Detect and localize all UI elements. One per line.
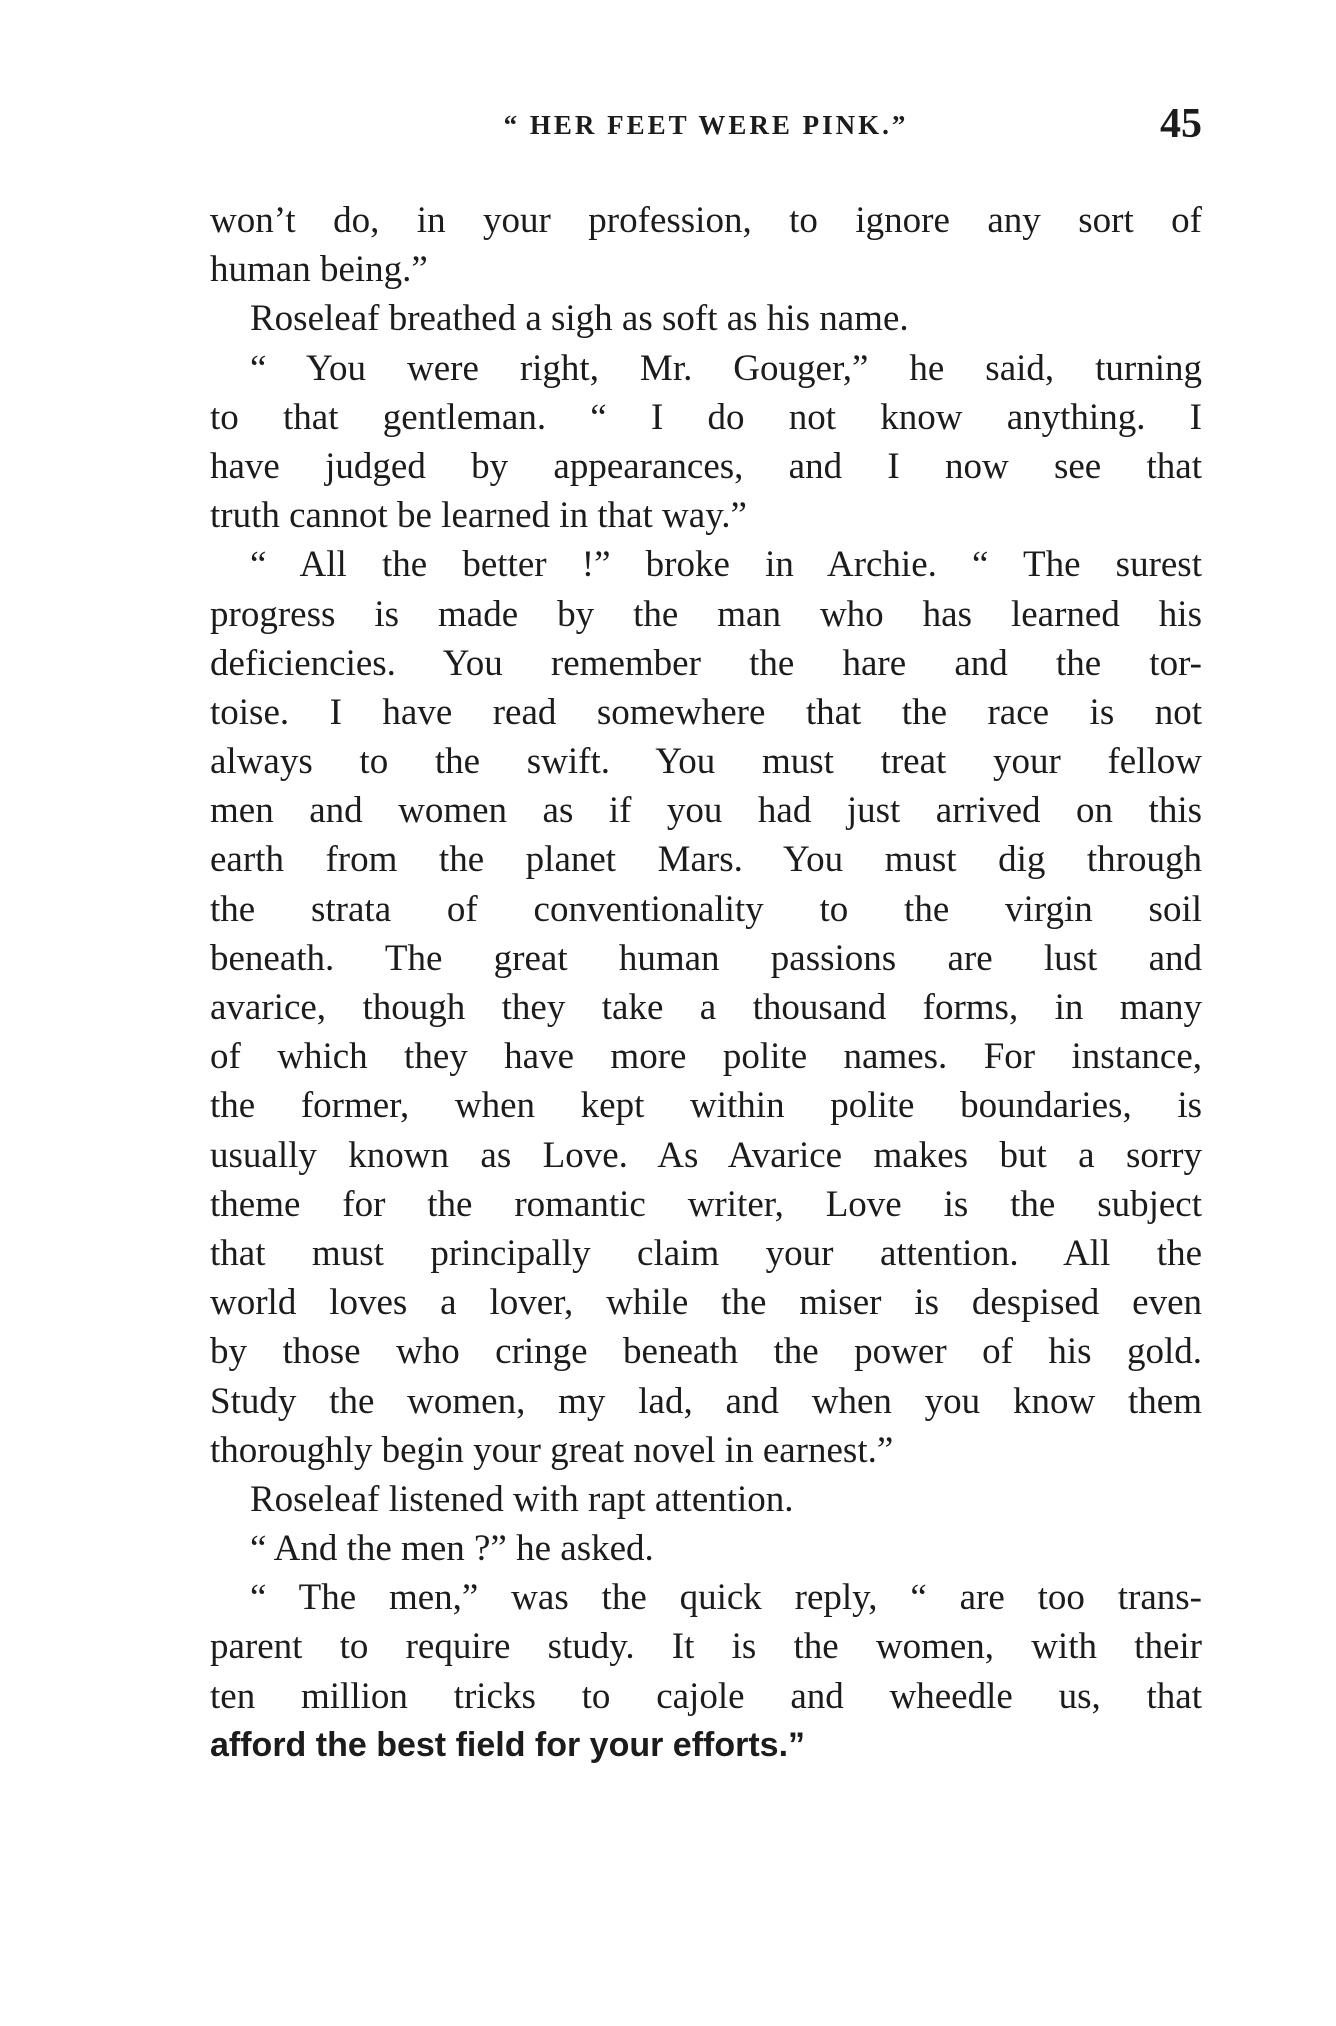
- running-head: [210, 100, 1202, 160]
- text-line: “ The men,” was the quick reply, “ are too trans-: [250, 1577, 1202, 1619]
- text-line: “ And the men ?” he asked.: [250, 1528, 654, 1570]
- text-line: theme for the romantic writer, Love is the subject: [210, 1183, 1202, 1225]
- text-line: always to the swift. You must treat your fellow: [210, 741, 1202, 783]
- text-line: avarice, though they take a thousand forms, in many: [210, 987, 1202, 1028]
- body-text: [210, 196, 1202, 1770]
- text-line: the strata of conventionality to the virgin soil: [210, 888, 1202, 930]
- text-line: afford the best field for your efforts.”: [210, 1725, 806, 1764]
- text-line: won’t do, in your profession, to ignore any sort of: [210, 200, 1202, 241]
- text-line: usually known as Love. As Avarice makes but a sorry: [210, 1134, 1202, 1176]
- text-line: Study the women, my lad, and when you know them: [210, 1380, 1202, 1422]
- text-line: human being.”: [210, 249, 428, 291]
- text-line: to that gentleman. “ I do not know anything. I: [210, 396, 1202, 438]
- text-line: have judged by appearances, and I now see that: [210, 445, 1202, 487]
- text-line: “ You were right, Mr. Gouger,” he said, turning: [250, 347, 1202, 389]
- text-line: thoroughly begin your great novel in earnest.”: [210, 1429, 894, 1471]
- running-title: “ HER FEET WERE PINK.”: [503, 110, 909, 140]
- text-line: the former, when kept within polite boundaries, is: [210, 1085, 1202, 1127]
- text-line: ten million tricks to cajole and wheedle us, that: [210, 1675, 1202, 1717]
- text-line: of which they have more polite names. For instance,: [210, 1036, 1202, 1078]
- text-line: toise. I have read somewhere that the race is not: [210, 691, 1202, 733]
- text-line: that must principally claim your attention. All the: [210, 1232, 1202, 1274]
- text-line: world loves a lover, while the miser is despised even: [210, 1282, 1202, 1324]
- text-line: earth from the planet Mars. You must dig through: [210, 839, 1202, 881]
- text-line: progress is made by the man who has learned his: [210, 593, 1202, 635]
- text-line: parent to require study. It is the women, with their: [210, 1626, 1202, 1668]
- text-line: deficiencies. You remember the hare and the tor-: [210, 642, 1202, 684]
- text-line: Roseleaf breathed a sigh as soft as his name.: [250, 298, 909, 340]
- text-line: beneath. The great human passions are lust and: [210, 937, 1202, 979]
- text-line: truth cannot be learned in that way.”: [210, 495, 747, 537]
- page-number: 45: [1160, 101, 1202, 147]
- text-line: by those who cringe beneath the power of his gold.: [210, 1331, 1202, 1373]
- text-line: Roseleaf listened with rapt attention.: [250, 1478, 794, 1520]
- text-line: “ All the better !” broke in Archie. “ The surest: [250, 544, 1202, 586]
- text-line: men and women as if you had just arrived on this: [210, 790, 1202, 832]
